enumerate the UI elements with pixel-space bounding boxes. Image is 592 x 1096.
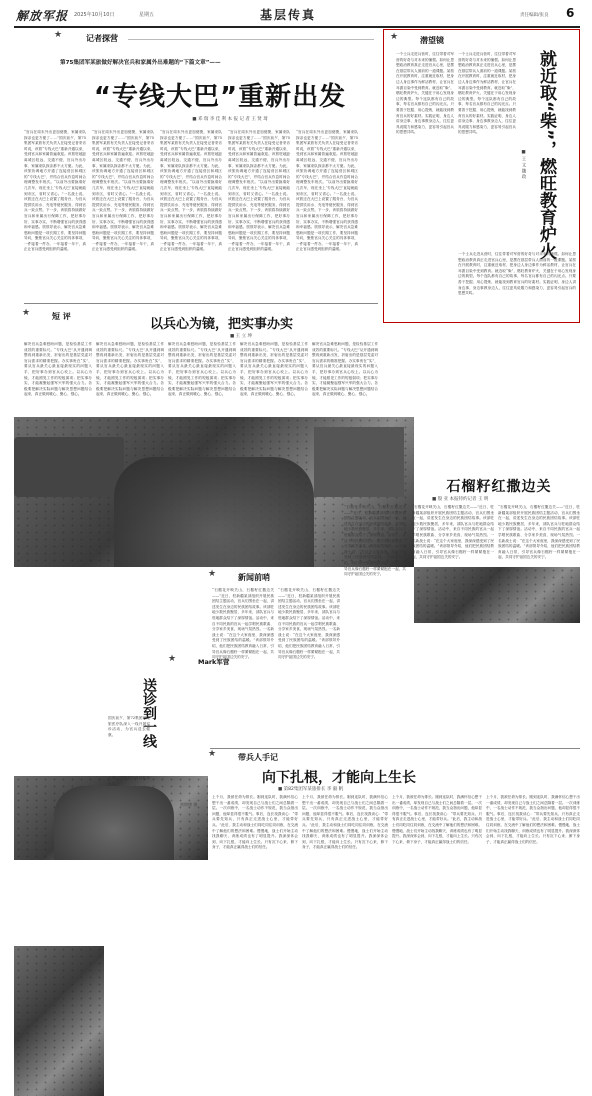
issue-weekday: 星期五 — [139, 12, 155, 18]
bottom-byline: ■ 第82集团军某旅排长 李 毅 帆 — [278, 787, 344, 792]
star-icon: ★ — [54, 30, 63, 40]
sidebar-headline: 送诊到一线 — [141, 678, 157, 748]
section-title: 基层传真 — [260, 8, 317, 22]
comment-body-col-4: 解决官兵急难愁盼问题，是检验基层工作成效的重要标尺。“专线大巴”从开通到调整再到重新出发，折射出的是基层党委对官兵需求的精准把握。办实事贵在“实”，要从官兵最关心最直接最现实的问题入手，把好事办到官兵心坎上。以兵心为镜，才能照见工作的短板弱项；把实事办实，才能凝聚起强军兴军的强大合力。各级要把解决实际问题与解决思想问题结合起来，真正做到暖心、聚心、强心。 — [240, 342, 308, 397]
sidebar-body: 国庆前夕，第72集团军某旅医疗队深入一线开展巡诊活动，为官兵送去健康。 — [108, 716, 150, 737]
lead-body-col-1: “官兵在周末外出更加便捷，家属来队探亲也更方便了……”国庆前夕，第75集团军某旅有关负责人在接受记者采访时说，该旅“专线大巴”重新开通以来，受到官兵和家属普遍欢迎。该旅驻地距离城区较远，交通不便，官兵外出办事、家属来队探亲都不太方便。为此，该旅协调地方开通了连接营区和城区的“专线大巴”，并结合官兵作息时间合理调整发车班次。“以前外出要换乘好几次车，现在坐上‘专线大巴’直接就能到市区，省时又省心。”一名战士说。该旅还在大巴上设置了服务台，为官兵提供饮用水、充电等便民服务，得到官兵一致点赞。下一步，该旅将持续做好官兵和家属出行保障工作，把好事办好、实事办实，不断增强官兵的获得感和幸福感。旅领导表示，解决官兵急难愁盼问题是一项长期工作，要坚持问题导向，聚焦官兵关心关注的具体事项，一件接着一件办，一年接着一年干，真正让官兵感受到组织的温暖。 — [24, 130, 86, 252]
comment-headline: 以兵心为镜，把实事办实 — [150, 317, 294, 332]
masthead — [14, 6, 580, 26]
masthead-rule — [14, 26, 580, 28]
bottom-body-col-4: 上个月，我被任命为排长。刚到连队时，我满怀信心想干出一番成绩，却发现自己与战士们之间总隔着一层。一次训练中，一名战士动作不规范，我当众指出问题，他却显得很不服气。事后，连长找我谈心：“带兵要先知兵，只有真正走进战士心里，才能带好兵。”此后，我主动和战士们同吃同住同训练，在交流中了解他们的想法和困难。慢慢地，战士们开始主动找我聊天，训练成绩也有了明显提升。我深深体会到，向下扎根，才能向上生长。只有沉下心来、俯下身子，才能真正赢得战士们的信任。 — [486, 795, 580, 844]
tag-label: 短 评 — [52, 312, 71, 321]
feature-body-col-3: “石榴花开映关山，石榴籽红撒边关——”近日，驻新疆某部组织开展民族团结主题活动，官兵们围坐在一起，讲述发生在身边的民族团结故事。该部驻地少数民族聚居，多年来，部队官兵与驻地群众结下了深厚情谊。活动中，来自不同民族的官兵一起学唱民族歌曲、分享家乡美食，现场气氛热烈。一名新战士说：“在这个大家庭里，我深深感受到了民族团结的温暖。”该部领导介绍，他们把民族团结教育融入日常，引导官兵像石榴籽一样紧紧抱在一起，共同守护祖国边关的安宁。 — [344, 505, 406, 577]
feature-body-col-4: “石榴花开映关山，石榴籽红撒边关——”近日，驻新疆某部组织开展民族团结主题活动，官兵们围坐在一起，讲述发生在身边的民族团结故事。该部驻地少数民族聚居，多年来，部队官兵与驻地群众结下了深厚情谊。活动中，来自不同民族的官兵一起学唱民族歌曲、分享家乡美食，现场气氛热烈。一名新战士说：“在这个大家庭里，我深深感受到了民族团结的温暖。”该部领导介绍，他们把民族团结教育融入日常，引导官兵像石榴籽一样紧紧抱在一起，共同守护祖国边关的安宁。 — [412, 505, 494, 560]
section-rule — [210, 748, 580, 749]
editor-credit: 责任编辑/张良 — [520, 13, 549, 18]
star-icon: ★ — [22, 308, 31, 318]
feature-byline: ■ 殷 亚 本报特约记者 王 明 — [432, 497, 489, 502]
crane-shape — [314, 427, 404, 497]
page-number: 6 — [566, 6, 575, 20]
lead-body-col-5: “官兵在周末外出更加便捷，家属来队探亲也更方便了……”国庆前夕，第75集团军某旅有关负责人在接受记者采访时说，该旅“专线大巴”重新开通以来，受到官兵和家属普遍欢迎。该旅驻地距离城区较远，交通不便，官兵外出办事、家属来队探亲都不太方便。为此，该旅协调地方开通了连接营区和城区的“专线大巴”，并结合官兵作息时间合理调整发车班次。“以前外出要换乘好几次车，现在坐上‘专线大巴’直接就能到市区，省时又省心。”一名战士说。该旅还在大巴上设置了服务台，为官兵提供饮用水、充电等便民服务，得到官兵一致点赞。下一步，该旅将持续做好官兵和家属出行保障工作，把好事办好、实事办实，不断增强官兵的获得感和幸福感。旅领导表示，解决官兵急难愁盼问题是一项长期工作，要坚持问题导向，聚焦官兵关心关注的具体事项，一件接着一件办，一年接着一年干，真正让官兵感受到组织的温暖。 — [296, 130, 358, 252]
lead-byline: ■ 邓 瑞 李 佳 利 本 报 记 者 王 贤 琦 — [192, 117, 268, 122]
issue-date: 2025年10月10日 — [74, 12, 115, 18]
section-rule — [24, 303, 378, 304]
tag-label: Mark军营 — [198, 658, 230, 666]
comment-body-col-5: 解决官兵急难愁盼问题，是检验基层工作成效的重要标尺。“专线大巴”从开通到调整再到重新出发，折射出的是基层党委对官兵需求的精准把握。办实事贵在“实”，要从官兵最关心最直接最现实的问题入手，把好事办到官兵心坎上。以兵心为镜，才能照见工作的短板弱项；把实事办实，才能凝聚起强军兴军的强大合力。各级要把解决实际问题与解决思想问题结合起来，真正做到暖心、聚心、强心。 — [312, 342, 378, 397]
tag-rule — [128, 39, 374, 40]
column-body-col-2: 一个士兵走进兵营时，往往带着对军营的好奇与对未来的憧憬。如何让思想政治教育真正走进官兵心里，是摆在基层带兵人面前的一道课题。某旅在开展教育时，注重就近取材，把身边人身边事作为鲜活教材，让官兵在耳濡目染中受到教育。就近取“柴”，燃旺教育炉火，关键在于用心发现身边的典型。每个连队都有自己的故事，每名官兵都有自己的闪光点。只要善于挖掘、用心提炼，就能找到教育官兵的好素材。实践证明，身边人讲身边事、身边事教身边人，往往更具说服力和感染力，更容易引起官兵的思想共鸣。 — [458, 52, 516, 135]
comment-body-col-2: 解决官兵急难愁盼问题，是检验基层工作成效的重要标尺。“专线大巴”从开通到调整再到重新出发，折射出的是基层党委对官兵需求的精准把握。办实事贵在“实”，要从官兵最关心最直接最现实的问题入手，把好事办到官兵心坎上。以兵心为镜，才能照见工作的短板弱项；把实事办实，才能凝聚起强军兴军的强大合力。各级要把解决实际问题与解决思想问题结合起来，真正做到暖心、聚心、强心。 — [96, 342, 164, 397]
tag-leader-notes — [208, 749, 278, 763]
comment-byline: ■ 王 立 坤 — [230, 334, 253, 339]
tag-short-comment — [22, 308, 71, 322]
star-icon: ★ — [390, 32, 399, 42]
column-body-col-3: 一个士兵走进兵营时，往往带着对军营的好奇与对未来的憧憬。如何让思想政治教育真正走进官兵心里，是摆在基层带兵人面前的一道课题。某旅在开展教育时，注重就近取材，把身边人身边事作为鲜活教材，让官兵在耳濡目染中受到教育。就近取“柴”，燃旺教育炉火，关键在于用心发现身边的典型。每个连队都有自己的故事，每名官兵都有自己的闪光点。只要善于挖掘、用心提炼，就能找到教育官兵的好素材。实践证明，身边人讲身边事、身边事教身边人，往往更具说服力和感染力，更容易引起官兵的思想共鸣。 — [458, 252, 576, 296]
truck-shape — [14, 437, 124, 497]
column-body-col-1: 一个士兵走进兵营时，往往带着对军营的好奇与对未来的憧憬。如何让思想政治教育真正走进官兵心里，是摆在基层带兵人面前的一道课题。某旅在开展教育时，注重就近取材，把身边人身边事作为鲜活教材，让官兵在耳濡目染中受到教育。就近取“柴”，燃旺教育炉火，关键在于用心发现身边的典型。每个连队都有自己的故事，每名官兵都有自己的闪光点。只要善于挖掘、用心提炼，就能找到教育官兵的好素材。实践证明，身边人讲身边事、身边事教身边人，往往更具说服力和感染力，更容易引起官兵的思想共鸣。 — [396, 52, 454, 135]
tag-label: 潜望镜 — [420, 36, 444, 45]
comment-body-col-1: 解决官兵急难愁盼问题，是检验基层工作成效的重要标尺。“专线大巴”从开通到调整再到重新出发，折射出的是基层党委对官兵需求的精准把握。办实事贵在“实”，要从官兵最关心最直接最现实的问题入手，把好事办到官兵心坎上。以兵心为镜，才能照见工作的短板弱项；把实事办实，才能凝聚起强军兴军的强大合力。各级要把解决实际问题与解决思想问题结合起来，真正做到暖心、聚心、强心。 — [24, 342, 92, 397]
feature-body-col-1: “石榴花开映关山，石榴籽红撒边关——”近日，驻新疆某部组织开展民族团结主题活动，官兵们围坐在一起，讲述发生在身边的民族团结故事。该部驻地少数民族聚居，多年来，部队官兵与驻地群众结下了深厚情谊。活动中，来自不同民族的官兵一起学唱民族歌曲、分享家乡美食，现场气氛热烈。一名新战士说：“在这个大家庭里，我深深感受到了民族团结的温暖。”该部领导介绍，他们把民族团结教育融入日常，引导官兵像石榴籽一样紧紧抱在一起，共同守护祖国边关的安宁。 — [212, 588, 274, 660]
newspaper-logo: 解放军报 — [16, 9, 69, 23]
star-icon: ★ — [208, 749, 217, 759]
bottom-headline: 向下扎根，才能向上生长 — [262, 770, 416, 786]
sidebar-photo-credit: 黄锦博 摄 — [180, 802, 198, 807]
comment-body-col-3: 解决官兵急难愁盼问题，是检验基层工作成效的重要标尺。“专线大巴”从开通到调整再到重新出发，折射出的是基层党委对官兵需求的精准把握。办实事贵在“实”，要从官兵最关心最直接最现实的问题入手，把好事办到官兵心坎上。以兵心为镜，才能照见工作的短板弱项；把实事办实，才能凝聚起强军兴军的强大合力。各级要把解决实际问题与解决思想问题结合起来，真正做到暖心、聚心、强心。 — [168, 342, 236, 397]
lead-body-col-3: “官兵在周末外出更加便捷，家属来队探亲也更方便了……”国庆前夕，第75集团军某旅有关负责人在接受记者采访时说，该旅“专线大巴”重新开通以来，受到官兵和家属普遍欢迎。该旅驻地距离城区较远，交通不便，官兵外出办事、家属来队探亲都不太方便。为此，该旅协调地方开通了连接营区和城区的“专线大巴”，并结合官兵作息时间合理调整发车班次。“以前外出要换乘好几次车，现在坐上‘专线大巴’直接就能到市区，省时又省心。”一名战士说。该旅还在大巴上设置了服务台，为官兵提供饮用水、充电等便民服务，得到官兵一致点赞。下一步，该旅将持续做好官兵和家属出行保障工作，把好事办好、实事办实，不断增强官兵的获得感和幸福感。旅领导表示，解决官兵急难愁盼问题是一项长期工作，要坚持问题导向，聚焦官兵关心关注的具体事项，一件接着一件办，一年接着一年干，真正让官兵感受到组织的温暖。 — [160, 130, 222, 252]
column-byline: ■ 王 文 魏 政 — [521, 150, 526, 179]
tag-label: 记者探营 — [86, 34, 118, 43]
tag-label: 新闻前哨 — [238, 573, 270, 582]
feature-body-col-5: “石榴花开映关山，石榴籽红撒边关——”近日，驻新疆某部组织开展民族团结主题活动，官兵们围坐在一起，讲述发生在身边的民族团结故事。该部驻地少数民族聚居，多年来，部队官兵与驻地群众结下了深厚情谊。活动中，来自不同民族的官兵一起学唱民族歌曲、分享家乡美食，现场气氛热烈。一名新战士说：“在这个大家庭里，我深深感受到了民族团结的温暖。”该部领导介绍，他们把民族团结教育融入日常，引导官兵像石榴籽一样紧紧抱在一起，共同守护祖国边关的安宁。 — [498, 505, 580, 560]
lead-kicker: 第75集团军某旅做好解决官兵和家属外出难题的“下篇文章”—— — [60, 60, 221, 66]
bottom-body-col-1: 上个月，我被任命为排长。刚到连队时，我满怀信心想干出一番成绩，却发现自己与战士们之间总隔着一层。一次训练中，一名战士动作不规范，我当众指出问题，他却显得很不服气。事后，连长找我谈心：“带兵要先知兵，只有真正走进战士心里，才能带好兵。”此后，我主动和战士们同吃同住同训练，在交流中了解他们的想法和困难。慢慢地，战士们开始主动找我聊天，训练成绩也有了明显提升。我深深体会到，向下扎根，才能向上生长。只有沉下心来、俯下身子，才能真正赢得战士们的信任。 — [212, 795, 298, 850]
star-icon: ★ — [168, 654, 177, 664]
bottom-body-col-2: 上个月，我被任命为排长。刚到连队时，我满怀信心想干出一番成绩，却发现自己与战士们之间总隔着一层。一次训练中，一名战士动作不规范，我当众指出问题，他却显得很不服气。事后，连长找我谈心：“带兵要先知兵，只有真正走进战士心里，才能带好兵。”此后，我主动和战士们同吃同住同训练，在交流中了解他们的想法和困难。慢慢地，战士们开始主动找我聊天，训练成绩也有了明显提升。我深深体会到，向下扎根，才能向上生长。只有沉下心来、俯下身子，才能真正赢得战士们的信任。 — [302, 795, 388, 850]
lead-body-col-4: “官兵在周末外出更加便捷，家属来队探亲也更方便了……”国庆前夕，第75集团军某旅有关负责人在接受记者采访时说，该旅“专线大巴”重新开通以来，受到官兵和家属普遍欢迎。该旅驻地距离城区较远，交通不便，官兵外出办事、家属来队探亲都不太方便。为此，该旅协调地方开通了连接营区和城区的“专线大巴”，并结合官兵作息时间合理调整发车班次。“以前外出要换乘好几次车，现在坐上‘专线大巴’直接就能到市区，省时又省心。”一名战士说。该旅还在大巴上设置了服务台，为官兵提供饮用水、充电等便民服务，得到官兵一致点赞。下一步，该旅将持续做好官兵和家属出行保障工作，把好事办好、实事办实，不断增强官兵的获得感和幸福感。旅领导表示，解决官兵急难愁盼问题是一项长期工作，要坚持问题导向，聚焦官兵关心关注的具体事项，一件接着一件办，一年接着一年干，真正让官兵感受到组织的温暖。 — [228, 130, 290, 252]
star-icon: ★ — [208, 569, 217, 579]
bottom-body-col-3: 上个月，我被任命为排长。刚到连队时，我满怀信心想干出一番成绩，却发现自己与战士们之间总隔着一层。一次训练中，一名战士动作不规范，我当众指出问题，他却显得很不服气。事后，连长找我谈心：“带兵要先知兵，只有真正走进战士心里，才能带好兵。”此后，我主动和战士们同吃同住同训练，在交流中了解他们的想法和困难。慢慢地，战士们开始主动找我聊天，训练成绩也有了明显提升。我深深体会到，向下扎根，才能向上生长。只有沉下心来、俯下身子，才能真正赢得战士们的信任。 — [392, 795, 482, 844]
tag-label: 带兵人手记 — [238, 753, 278, 762]
tag-reporter-visit — [54, 30, 118, 44]
tag-mark — [168, 654, 230, 666]
feature-body-col-2: “石榴花开映关山，石榴籽红撒边关——”近日，驻新疆某部组织开展民族团结主题活动，官兵们围坐在一起，讲述发生在身边的民族团结故事。该部驻地少数民族聚居，多年来，部队官兵与驻地群众结下了深厚情谊。活动中，来自不同民族的官兵一起学唱民族歌曲、分享家乡美食，现场气氛热烈。一名新战士说：“在这个大家庭里，我深深感受到了民族团结的温暖。”该部领导介绍，他们把民族团结教育融入日常，引导官兵像石榴籽一样紧紧抱在一起，共同守护祖国边关的安宁。 — [278, 588, 340, 660]
tag-news-front — [208, 569, 270, 583]
lead-body-col-2: “官兵在周末外出更加便捷，家属来队探亲也更方便了……”国庆前夕，第75集团军某旅有关负责人在接受记者采访时说，该旅“专线大巴”重新开通以来，受到官兵和家属普遍欢迎。该旅驻地距离城区较远，交通不便，官兵外出办事、家属来队探亲都不太方便。为此，该旅协调地方开通了连接营区和城区的“专线大巴”，并结合官兵作息时间合理调整发车班次。“以前外出要换乘好几次车，现在坐上‘专线大巴’直接就能到市区，省时又省心。”一名战士说。该旅还在大巴上设置了服务台，为官兵提供饮用水、充电等便民服务，得到官兵一致点赞。下一步，该旅将持续做好官兵和家属出行保障工作，把好事办好、实事办实，不断增强官兵的获得感和幸福感。旅领导表示，解决官兵急难愁盼问题是一项长期工作，要坚持问题导向，聚焦官兵关心关注的具体事项，一件接着一件办，一年接着一年干，真正让官兵感受到组织的温暖。 — [92, 130, 154, 252]
soldiers-group — [114, 457, 314, 567]
tag-periscope — [390, 32, 444, 46]
clinic-photo-2 — [14, 946, 104, 1096]
lead-headline: “专线大巴”重新出发 — [93, 82, 347, 112]
sidebar-caption: 上图：卫生员为官兵检查身体。 — [108, 776, 150, 786]
feature-headline: 石榴籽红撒边关 — [446, 479, 552, 495]
column-headline: 就近取“柴”，燃旺教育炉火 — [536, 50, 556, 260]
